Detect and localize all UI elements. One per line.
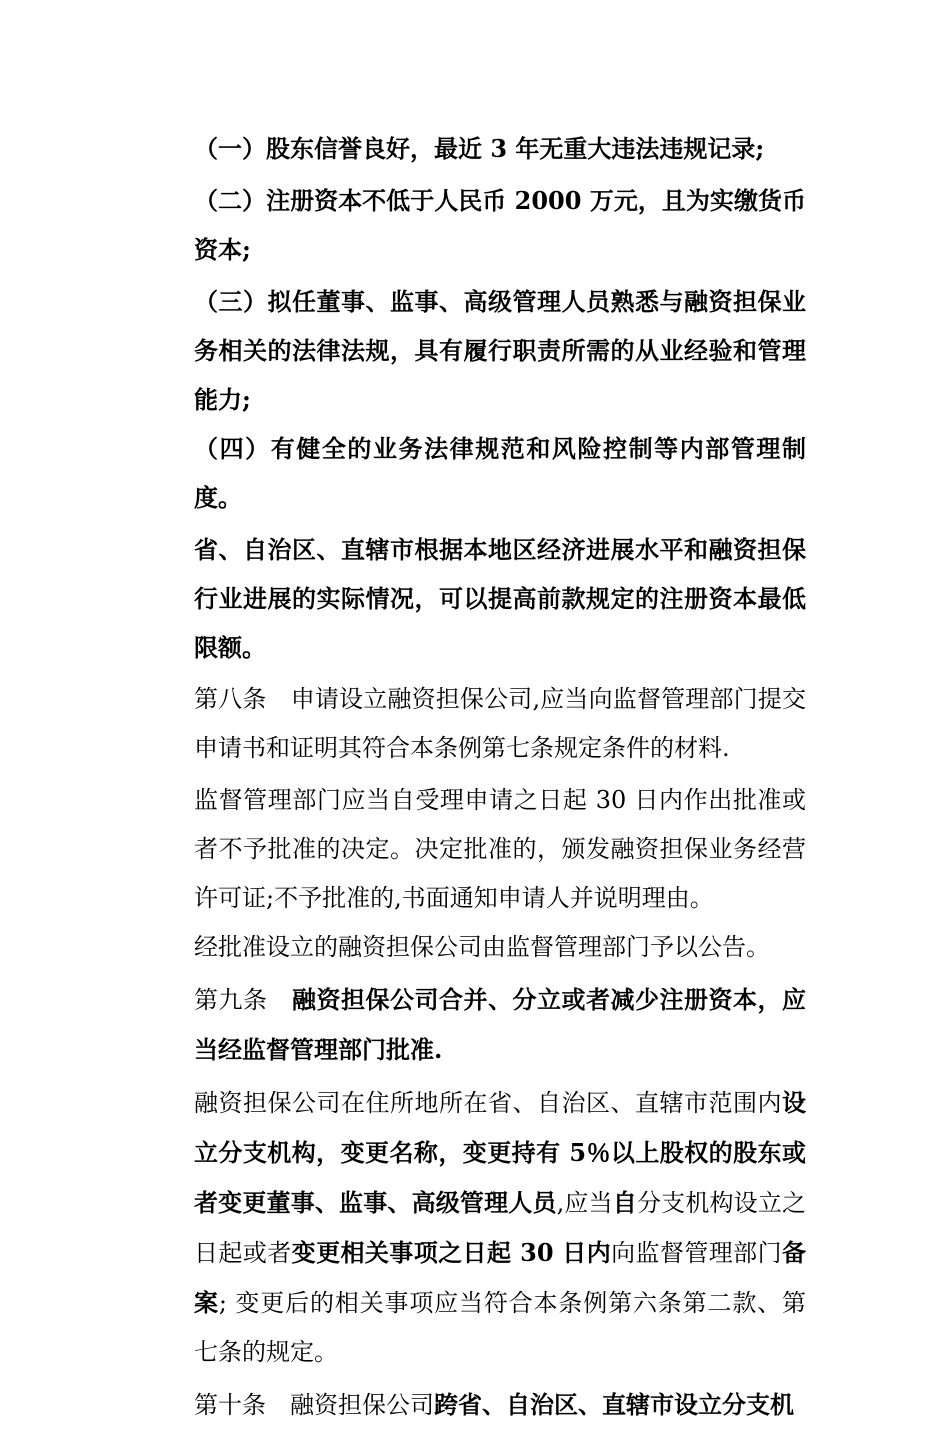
- text-segment-bold: 变更相关事项之日起 30 日内: [291, 1238, 612, 1267]
- text-segment: （三）拟任董事、监事、高级管理人员熟悉与融资担保业务相关的法律法规，具有履行职责所需的从业经验和管理能力;: [194, 287, 806, 414]
- text-segment: （一）股东信誉良好，最近 3 年无重大违法违规记录;: [194, 134, 765, 163]
- text-segment: 第九条: [194, 986, 292, 1014]
- paragraph-3: [146, 277, 806, 424]
- text-segment-bold: 备案: [194, 1238, 807, 1317]
- article-8-paragraph: [146, 675, 806, 773]
- text-segment: 省、自治区、直辖市根据本地区经济进展水平和融资担保行业进展的实际情况，可以提高前款规定的注册资本最低限额。: [194, 535, 806, 662]
- text-segment: （二）注册资本不低于人民币 2000 万元，且为实缴货币资本;: [194, 186, 806, 264]
- article-9-paragraph: [146, 975, 806, 1075]
- text-segment: ; 变更后的相关事项应当符合本条例第六条第二款、第七条的规定。: [194, 1289, 807, 1366]
- text-segment: 第八条 申请设立融资担保公司,应当向监督管理部门提交申请书和证明其符合本条例第七条规定条件的材料.: [194, 685, 806, 762]
- paragraph-1: [146, 124, 806, 173]
- article-10-paragraph: [146, 1380, 806, 1430]
- text-segment: 向监督管理部门: [611, 1239, 783, 1267]
- paragraph-10: [146, 1078, 806, 1377]
- text-segment: 经批准设立的融资担保公司由监督管理部门予以公告。: [194, 933, 770, 961]
- text-segment: （四）有健全的业务法律规范和风险控制等内部管理制度。: [194, 434, 806, 512]
- text-segment-bold: 设立分支机构，变更名称，变更持有 5％以上股权的股东或者变更董事、监事、高级管理人员: [194, 1088, 806, 1217]
- paragraph-8: [146, 923, 806, 972]
- text-segment-bold: 跨省、自治区、直辖市设立分支机: [434, 1390, 794, 1419]
- paragraph-5: [146, 525, 806, 672]
- text-segment: 融资担保公司在住所地所在省、自治区、直辖市范围内: [194, 1089, 782, 1117]
- text-segment: 监督管理部门应当自受理申请之日起 30 日内作出批准或者不予批准的决定。决定批准的，颁发融资担保业务经营许可证;不予批准的,书面通知申请人并说明理由。: [194, 786, 806, 912]
- paragraph-7: [146, 776, 806, 923]
- text-segment-bold: 自: [612, 1188, 637, 1217]
- text-segment: 第十条 融资担保公司: [194, 1391, 434, 1419]
- paragraph-4: [146, 424, 806, 522]
- document-page: [146, 124, 806, 1430]
- text-segment: ,应当: [556, 1189, 613, 1217]
- paragraph-2: [146, 176, 806, 274]
- text-segment: 分支机构设立之日起或者: [194, 1189, 807, 1267]
- text-segment-bold: 融资担保公司合并、分立或者减少注册资本，应当经监督管理部门批准.: [194, 985, 806, 1064]
